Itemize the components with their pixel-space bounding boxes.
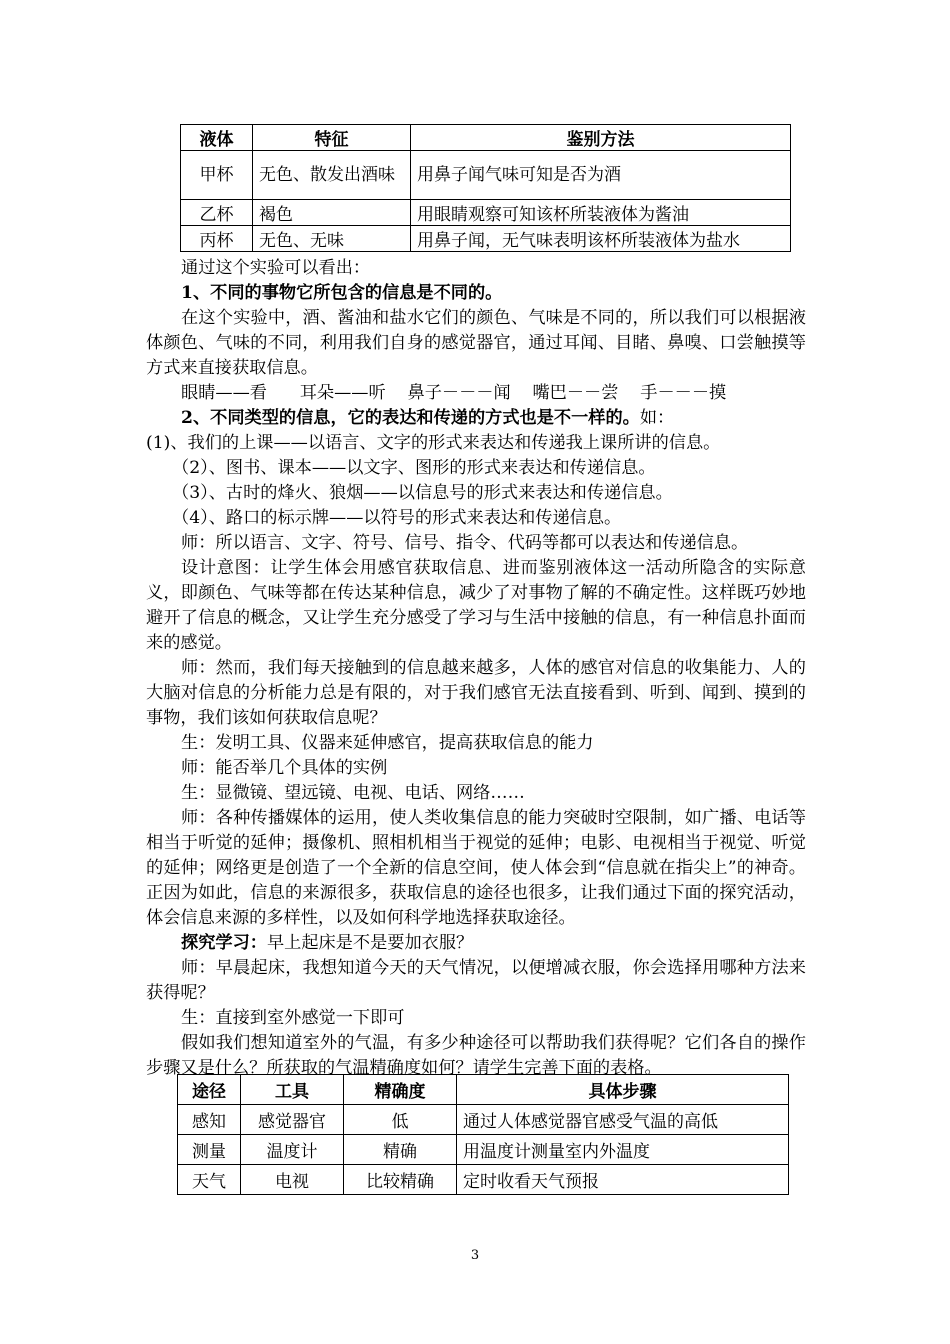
table-cell: 天气 — [178, 1165, 241, 1195]
paragraph: 通过这个实验可以看出： — [181, 258, 371, 278]
table-cell: 褐色 — [253, 200, 411, 226]
table-header-cell: 工具 — [241, 1075, 344, 1105]
table-header-cell: 特征 — [253, 125, 411, 151]
table-cell: 无色、散发出酒味 — [253, 151, 411, 200]
table-header-cell: 液体 — [181, 125, 253, 151]
paragraph: 生：直接到室外感觉一下即可 — [181, 1008, 405, 1028]
table-header-cell: 具体步骤 — [457, 1075, 789, 1105]
paragraph: 师：早晨起床，我想知道今天的天气情况，以便增减衣服，你会选择用哪种方法来获得呢？ — [146, 958, 806, 1003]
table-cell: 比较精确 — [344, 1165, 457, 1195]
paragraph: 师：所以语言、文字、符号、信号、指令、代码等都可以表达和传递信息。 — [181, 533, 749, 553]
inquiry-label: 探究学习： — [181, 933, 267, 953]
inquiry-line — [146, 931, 806, 956]
table-row — [178, 1105, 789, 1135]
table-cell: 用鼻子闻，无气味表明该杯所装液体为盐水 — [411, 226, 791, 252]
paragraph: 生：发明工具、仪器来延伸感官，提高获取信息的能力 — [181, 733, 594, 753]
table-cell: 温度计 — [241, 1135, 344, 1165]
table-header-cell: 精确度 — [344, 1075, 457, 1105]
inquiry-question: 早上起床是不是要加衣服？ — [266, 933, 474, 953]
table-header-cell: 鉴别方法 — [411, 125, 791, 151]
table-header-row — [178, 1075, 789, 1105]
table-cell: 测量 — [178, 1135, 241, 1165]
table-row — [178, 1165, 789, 1195]
list-item: （4）、路口的标示牌——以符号的形式来表达和传递信息。 — [172, 508, 622, 528]
table-cell: 电视 — [241, 1165, 344, 1195]
table-cell: 精确 — [344, 1135, 457, 1165]
table-cell: 用眼睛观察可知该杯所装液体为酱油 — [411, 200, 791, 226]
liquid-identification-table — [180, 124, 791, 252]
table-row — [178, 1135, 789, 1165]
heading-point-2-line — [146, 406, 806, 431]
table-cell: 用鼻子闻气味可知是否为酒 — [411, 151, 791, 200]
list-item: (1)、我们的上课——以语言、文字的形式来表达和传递我上课所讲的信息。 — [146, 433, 721, 453]
paragraph: 假如我们想知道室外的气温，有多少种途径可以帮助我们获得呢？它们各自的操作步骤又是什么？所获取的气温精确度如何？请学生完善下面的表格。 — [146, 1033, 806, 1078]
table-cell: 通过人体感觉器官感受气温的高低 — [457, 1105, 789, 1135]
paragraph: 在这个实验中，酒、酱油和盐水它们的颜色、气味是不同的，所以我们可以根据液体颜色、气味的不同，利用我们自身的感觉器官，通过耳闻、目睹、鼻嗅、口尝触摸等方式来直接获取信息。 — [146, 308, 806, 378]
senses-line: 眼睛——看 耳朵——听 鼻子－－－闻 嘴巴－－尝 手－－－摸 — [181, 383, 727, 403]
table-cell: 甲杯 — [181, 151, 253, 200]
table-cell: 定时收看天气预报 — [457, 1165, 789, 1195]
paragraph: 师：各种传播媒体的运用，使人类收集信息的能力突破时空限制，如广播、电话等相当于听觉的延伸；摄像机、照相机相当于视觉的延伸；电影、电视相当于视觉、听觉的延伸；网络更是创造了一个全新的信息空间，使人体会到“信息就在指尖上”的神奇。正因为如此，信息的来源很多，获取信息的途径也很多，让我们通过下面的探究活动，体会信息来源的多样性，以及如何科学地选择获取途径。 — [146, 808, 806, 928]
table-cell: 丙杯 — [181, 226, 253, 252]
paragraph: 设计意图：让学生体会用感官获取信息、进而鉴别液体这一活动所隐含的实际意义，即颜色、气味等都在传达某种信息，减少了对事物了解的不确定性。这样既巧妙地避开了信息的概念，又让学生充分感受了学习与生活中接触的信息，有一种信息扑面而来的感觉。 — [146, 558, 806, 653]
table-cell: 低 — [344, 1105, 457, 1135]
list-item: （3）、古时的烽火、狼烟——以信息号的形式来表达和传递信息。 — [172, 483, 673, 503]
table-cell: 感觉器官 — [241, 1105, 344, 1135]
table-header-cell: 途径 — [178, 1075, 241, 1105]
table-cell: 乙杯 — [181, 200, 253, 226]
table-row — [181, 151, 791, 200]
table-cell: 无色、无味 — [253, 226, 411, 252]
paragraph: 师：能否举几个具体的实例 — [181, 758, 388, 778]
page-number: 3 — [470, 1248, 480, 1263]
table-cell: 感知 — [178, 1105, 241, 1135]
paragraph: 师：然而，我们每天接触到的信息越来越多，人体的感官对信息的收集能力、人的大脑对信息的分析能力总是有限的，对于我们感官无法直接看到、听到、闻到、摸到的事物，我们该如何获取信息呢？ — [146, 658, 806, 728]
temperature-methods-table — [177, 1074, 789, 1195]
heading-point-1: 1、不同的事物它所包含的信息是不同的。 — [181, 283, 503, 303]
body-text — [146, 256, 806, 1081]
list-item: （2）、图书、课本——以文字、图形的形式来表达和传递信息。 — [172, 458, 656, 478]
inline-text: 如： — [639, 408, 675, 428]
heading-point-2: 2、不同类型的信息，它的表达和传递的方式也是不一样的。 — [181, 408, 640, 428]
table-cell: 用温度计测量室内外温度 — [457, 1135, 789, 1165]
table-header-row — [181, 125, 791, 151]
table-row — [181, 200, 791, 226]
table-row — [181, 226, 791, 252]
paragraph: 生：显微镜、望远镜、电视、电话、网络…… — [181, 783, 525, 803]
